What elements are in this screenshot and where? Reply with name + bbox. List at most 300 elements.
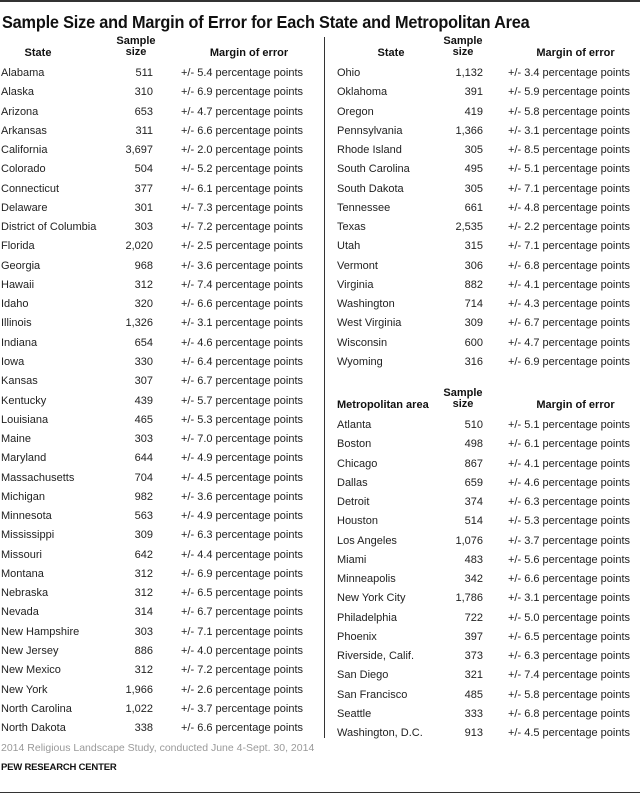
row-sample-size: 644	[134, 452, 153, 465]
row-sample-size: 511	[135, 67, 153, 79]
table-row	[325, 570, 640, 589]
header-metro-area: Metropolitan area	[337, 399, 429, 411]
table-row	[0, 584, 320, 603]
row-margin-of-error: +/- 7.1 percentage points	[508, 240, 630, 253]
row-sample-size: 312	[134, 664, 153, 677]
row-sample-size: 1,786	[455, 592, 483, 605]
row-name: Michigan	[1, 490, 46, 503]
row-name: Nebraska	[1, 587, 49, 600]
row-margin-of-error: +/- 6.7 percentage points	[508, 317, 630, 330]
row-sample-size: 307	[134, 375, 153, 388]
table-row	[0, 430, 320, 449]
table-row	[0, 565, 320, 584]
row-sample-size: 1,966	[125, 683, 153, 696]
page-title: Sample Size and Margin of Error for Each State and Metropolitan Area	[2, 12, 530, 32]
row-name: Atlanta	[337, 419, 372, 431]
row-margin-of-error: +/- 6.1 percentage points	[508, 438, 630, 451]
table-row	[0, 449, 320, 468]
header-sample-line2: size	[125, 46, 147, 58]
row-sample-size: 311	[135, 124, 153, 137]
row-name: Seattle	[337, 707, 372, 720]
row-sample-size: 305	[464, 182, 483, 195]
states-table-left	[0, 36, 320, 738]
row-sample-size: 495	[464, 163, 483, 176]
row-margin-of-error: +/- 8.5 percentage points	[508, 144, 630, 157]
row-margin-of-error: +/- 6.4 percentage points	[181, 355, 303, 368]
row-margin-of-error: +/- 6.7 percentage points	[181, 375, 303, 388]
row-margin-of-error: +/- 6.6 percentage points	[181, 124, 303, 137]
row-margin-of-error: +/- 6.8 percentage points	[508, 707, 630, 720]
row-margin-of-error: +/- 6.6 percentage points	[181, 722, 303, 735]
row-sample-size: 397	[464, 630, 483, 643]
row-sample-size: 982	[134, 490, 153, 503]
row-margin-of-error: +/- 5.0 percentage points	[508, 611, 630, 624]
row-name: Delaware	[1, 201, 48, 214]
row-name: Washington	[337, 298, 395, 311]
row-sample-size: 714	[464, 298, 483, 311]
row-margin-of-error: +/- 5.6 percentage points	[508, 553, 630, 566]
row-margin-of-error: +/- 3.7 percentage points	[508, 534, 630, 547]
row-name: Florida	[1, 240, 35, 253]
row-name: North Dakota	[1, 722, 66, 735]
row-name: Nevada	[1, 606, 39, 619]
table-row	[325, 512, 640, 531]
row-sample-size: 968	[134, 259, 153, 272]
row-name: Alabama	[1, 67, 45, 79]
row-name: Arkansas	[1, 124, 47, 137]
table-row	[325, 64, 640, 83]
table-row	[0, 353, 320, 372]
table-row	[0, 160, 320, 179]
row-name: Rhode Island	[337, 144, 402, 157]
row-name: Washington, D.C.	[337, 727, 423, 740]
row-margin-of-error: +/- 7.1 percentage points	[508, 182, 630, 195]
row-margin-of-error: +/- 3.1 percentage points	[508, 124, 630, 137]
row-name: Mississippi	[1, 529, 55, 542]
row-name: West Virginia	[337, 317, 402, 330]
table-row	[0, 83, 320, 102]
row-margin-of-error: +/- 4.8 percentage points	[508, 201, 630, 214]
table-row	[325, 705, 640, 724]
row-margin-of-error: +/- 4.3 percentage points	[508, 298, 630, 311]
row-margin-of-error: +/- 6.6 percentage points	[181, 298, 303, 311]
row-margin-of-error: +/- 5.3 percentage points	[181, 413, 303, 426]
table-row	[0, 237, 320, 256]
table-row	[325, 180, 640, 199]
row-sample-size: 661	[464, 201, 483, 214]
row-sample-size: 305	[464, 144, 483, 157]
table-row	[325, 103, 640, 122]
table-header	[0, 36, 320, 64]
row-sample-size: 310	[134, 86, 153, 99]
row-sample-size: 1,326	[125, 317, 153, 330]
table-row	[0, 469, 320, 488]
row-sample-size: 303	[134, 221, 153, 234]
row-name: New York	[1, 683, 48, 696]
row-name: Missouri	[1, 548, 42, 561]
row-margin-of-error: +/- 7.3 percentage points	[181, 201, 303, 214]
row-sample-size: 338	[134, 722, 153, 735]
row-sample-size: 377	[134, 182, 153, 195]
row-margin-of-error: +/- 5.2 percentage points	[181, 163, 303, 176]
row-margin-of-error: +/- 3.4 percentage points	[508, 67, 630, 79]
row-name: Connecticut	[1, 182, 60, 195]
row-margin-of-error: +/- 4.9 percentage points	[181, 452, 303, 465]
row-margin-of-error: +/- 6.9 percentage points	[181, 567, 303, 580]
row-name: Maryland	[1, 452, 47, 465]
row-name: Oregon	[337, 105, 374, 118]
table-row	[325, 647, 640, 666]
row-name: Montana	[1, 567, 44, 580]
table-row	[0, 526, 320, 545]
row-sample-size: 312	[134, 567, 153, 580]
row-name: Philadelphia	[337, 611, 397, 624]
table-row	[325, 314, 640, 333]
table-body	[325, 64, 640, 372]
source-note: 2014 Religious Landscape Study, conducted June 4-Sept. 30, 2014	[1, 742, 315, 754]
row-name: San Diego	[337, 669, 389, 682]
row-sample-size: 312	[134, 278, 153, 291]
table-row	[325, 83, 640, 102]
top-rule	[0, 0, 640, 2]
row-margin-of-error: +/- 7.2 percentage points	[181, 664, 303, 677]
row-name: California	[1, 144, 48, 157]
row-name: Ohio	[337, 67, 361, 79]
table-row	[0, 141, 320, 160]
header-sample-line1: Sample	[116, 35, 156, 47]
table-row	[325, 551, 640, 570]
table-row	[325, 353, 640, 372]
header-sample-line1: Sample	[443, 387, 483, 399]
header-sample-size	[442, 36, 484, 58]
table-body	[325, 416, 640, 744]
row-margin-of-error: +/- 5.8 percentage points	[508, 688, 630, 701]
row-margin-of-error: +/- 4.1 percentage points	[508, 457, 630, 470]
table-row	[325, 295, 640, 314]
row-name: Louisiana	[1, 413, 49, 426]
row-margin-of-error: +/- 5.1 percentage points	[508, 419, 630, 431]
table-row	[0, 295, 320, 314]
row-margin-of-error: +/- 3.6 percentage points	[181, 490, 303, 503]
header-sample-size	[115, 36, 157, 58]
table-row	[0, 719, 320, 738]
row-name: Minnesota	[1, 510, 52, 523]
row-margin-of-error: +/- 5.7 percentage points	[181, 394, 303, 407]
row-margin-of-error: +/- 4.7 percentage points	[181, 105, 303, 118]
header-sample-line1: Sample	[443, 35, 483, 47]
row-sample-size: 314	[134, 606, 153, 619]
table-row	[325, 160, 640, 179]
row-name: Utah	[337, 240, 361, 253]
row-sample-size: 483	[464, 553, 483, 566]
row-sample-size: 504	[134, 163, 153, 176]
row-name: Wyoming	[337, 355, 383, 368]
row-margin-of-error: +/- 2.5 percentage points	[181, 240, 303, 253]
header-sample-line2: size	[452, 398, 474, 410]
row-name: District of Columbia	[1, 221, 97, 234]
row-sample-size: 654	[134, 336, 153, 349]
table-row	[0, 103, 320, 122]
row-name: South Carolina	[337, 163, 410, 176]
row-name: Indiana	[1, 336, 38, 349]
row-name: Dallas	[337, 476, 368, 489]
row-sample-size: 315	[464, 240, 483, 253]
row-sample-size: 301	[134, 201, 153, 214]
row-sample-size: 330	[134, 355, 153, 368]
table-row	[0, 180, 320, 199]
row-margin-of-error: +/- 5.1 percentage points	[508, 163, 630, 176]
row-margin-of-error: +/- 4.6 percentage points	[181, 336, 303, 349]
row-margin-of-error: +/- 7.2 percentage points	[181, 221, 303, 234]
row-sample-size: 485	[464, 688, 483, 701]
row-name: North Carolina	[1, 702, 72, 715]
table-header	[325, 36, 640, 64]
row-sample-size: 391	[464, 86, 483, 99]
table-row	[325, 416, 640, 435]
row-name: Los Angeles	[337, 534, 397, 547]
header-state: State	[24, 47, 52, 59]
row-margin-of-error: +/- 4.5 percentage points	[508, 727, 630, 740]
table-row	[325, 334, 640, 353]
row-sample-size: 510	[464, 419, 483, 431]
row-sample-size: 306	[464, 259, 483, 272]
row-name: Texas	[337, 221, 366, 234]
row-margin-of-error: +/- 6.9 percentage points	[181, 86, 303, 99]
table-row	[0, 122, 320, 141]
table-row	[0, 218, 320, 237]
row-margin-of-error: +/- 5.9 percentage points	[508, 86, 630, 99]
row-margin-of-error: +/- 4.9 percentage points	[181, 510, 303, 523]
row-margin-of-error: +/- 7.4 percentage points	[181, 278, 303, 291]
row-name: Phoenix	[337, 630, 377, 643]
row-sample-size: 3,697	[125, 144, 153, 157]
row-name: Iowa	[1, 355, 25, 368]
row-sample-size: 321	[464, 669, 483, 682]
row-sample-size: 2,020	[125, 240, 153, 253]
header-margin-of-error: Margin of error	[536, 399, 615, 411]
row-name: Hawaii	[1, 278, 35, 291]
row-name: Illinois	[1, 317, 32, 330]
brand-credit: PEW RESEARCH CENTER	[1, 762, 117, 773]
table-row	[325, 686, 640, 705]
row-sample-size: 309	[134, 529, 153, 542]
table-header	[325, 386, 640, 416]
bottom-rule	[0, 792, 640, 793]
row-sample-size: 320	[134, 298, 153, 311]
row-name: Massachusetts	[1, 471, 75, 484]
row-sample-size: 1,076	[455, 534, 483, 547]
header-sample-size	[442, 388, 484, 410]
row-sample-size: 653	[134, 105, 153, 118]
table-row	[0, 314, 320, 333]
row-name: Kentucky	[1, 394, 47, 407]
row-margin-of-error: +/- 5.8 percentage points	[508, 105, 630, 118]
row-sample-size: 374	[464, 496, 483, 509]
row-margin-of-error: +/- 4.0 percentage points	[181, 644, 303, 657]
table-row	[325, 532, 640, 551]
table-row	[325, 218, 640, 237]
table-row	[0, 488, 320, 507]
row-sample-size: 1,022	[125, 702, 153, 715]
table-row	[0, 642, 320, 661]
row-sample-size: 309	[464, 317, 483, 330]
row-sample-size: 312	[134, 587, 153, 600]
row-name: Virginia	[337, 278, 374, 291]
row-name: Minneapolis	[337, 573, 396, 586]
row-sample-size: 913	[464, 727, 483, 740]
table-row	[0, 681, 320, 700]
header-sample-line2: size	[452, 46, 474, 58]
row-name: Oklahoma	[337, 86, 388, 99]
row-sample-size: 867	[464, 457, 483, 470]
row-sample-size: 882	[464, 278, 483, 291]
table-row	[0, 392, 320, 411]
row-sample-size: 2,535	[455, 221, 483, 234]
table-row	[325, 257, 640, 276]
row-sample-size: 303	[134, 625, 153, 638]
row-margin-of-error: +/- 2.2 percentage points	[508, 221, 630, 234]
row-sample-size: 563	[134, 510, 153, 523]
row-sample-size: 342	[464, 573, 483, 586]
row-margin-of-error: +/- 4.1 percentage points	[508, 278, 630, 291]
row-sample-size: 419	[464, 105, 483, 118]
row-sample-size: 316	[464, 355, 483, 368]
row-margin-of-error: +/- 6.8 percentage points	[508, 259, 630, 272]
row-margin-of-error: +/- 6.7 percentage points	[181, 606, 303, 619]
row-name: New Jersey	[1, 644, 59, 657]
table-row	[0, 411, 320, 430]
table-row	[325, 474, 640, 493]
row-margin-of-error: +/- 2.6 percentage points	[181, 683, 303, 696]
row-sample-size: 514	[464, 515, 483, 528]
metro-table	[325, 386, 640, 744]
row-sample-size: 439	[134, 394, 153, 407]
row-sample-size: 600	[464, 336, 483, 349]
row-margin-of-error: +/- 3.1 percentage points	[181, 317, 303, 330]
row-name: Houston	[337, 515, 378, 528]
row-margin-of-error: +/- 4.6 percentage points	[508, 476, 630, 489]
row-sample-size: 642	[134, 548, 153, 561]
row-name: Vermont	[337, 259, 378, 272]
header-margin-of-error: Margin of error	[536, 47, 615, 59]
row-margin-of-error: +/- 6.3 percentage points	[508, 650, 630, 663]
row-margin-of-error: +/- 7.0 percentage points	[181, 433, 303, 446]
row-name: Chicago	[337, 457, 378, 470]
header-margin-of-error: Margin of error	[209, 47, 289, 59]
row-sample-size: 333	[464, 707, 483, 720]
row-sample-size: 465	[134, 413, 153, 426]
row-sample-size: 722	[464, 611, 483, 624]
table-row	[0, 372, 320, 391]
row-margin-of-error: +/- 3.7 percentage points	[181, 702, 303, 715]
table-row	[325, 493, 640, 512]
row-name: Detroit	[337, 496, 370, 509]
row-name: New Hampshire	[1, 625, 80, 638]
table-row	[0, 623, 320, 642]
row-margin-of-error: +/- 4.4 percentage points	[181, 548, 303, 561]
table-row	[325, 609, 640, 628]
table-row	[0, 257, 320, 276]
row-name: Boston	[337, 438, 372, 451]
table-row	[325, 122, 640, 141]
row-name: New York City	[337, 592, 406, 605]
row-margin-of-error: +/- 6.9 percentage points	[508, 355, 630, 368]
table-row	[325, 724, 640, 743]
table-row	[0, 64, 320, 83]
row-sample-size: 886	[134, 644, 153, 657]
row-margin-of-error: +/- 3.6 percentage points	[181, 259, 303, 272]
table-row	[325, 666, 640, 685]
table-row	[0, 334, 320, 353]
table-row	[0, 546, 320, 565]
table-row	[0, 700, 320, 719]
row-margin-of-error: +/- 4.7 percentage points	[508, 336, 630, 349]
row-margin-of-error: +/- 2.0 percentage points	[181, 144, 303, 157]
row-sample-size: 303	[134, 433, 153, 446]
row-name: Tennessee	[337, 201, 391, 214]
row-sample-size: 498	[464, 438, 483, 451]
row-name: Pennsylvania	[337, 124, 403, 137]
row-margin-of-error: +/- 5.4 percentage points	[181, 67, 303, 79]
row-name: Arizona	[1, 105, 39, 118]
table-row	[325, 237, 640, 256]
row-sample-size: 1,366	[455, 124, 483, 137]
table-row	[0, 199, 320, 218]
table-row	[0, 661, 320, 680]
row-sample-size: 373	[464, 650, 483, 663]
table-body	[0, 64, 320, 738]
header-state: State	[377, 47, 405, 59]
table-row	[325, 435, 640, 454]
table-row	[0, 276, 320, 295]
row-name: South Dakota	[337, 182, 404, 195]
row-name: Georgia	[1, 259, 41, 272]
table-row	[325, 199, 640, 218]
row-margin-of-error: +/- 5.3 percentage points	[508, 515, 630, 528]
row-name: Kansas	[1, 375, 38, 388]
table-row	[325, 141, 640, 160]
row-name: Idaho	[1, 298, 29, 311]
row-margin-of-error: +/- 7.4 percentage points	[508, 669, 630, 682]
table-row	[325, 455, 640, 474]
row-margin-of-error: +/- 3.1 percentage points	[508, 592, 630, 605]
row-margin-of-error: +/- 7.1 percentage points	[181, 625, 303, 638]
row-name: Wisconsin	[337, 336, 388, 349]
row-name: Miami	[337, 553, 367, 566]
row-name: Riverside, Calif.	[337, 650, 415, 663]
row-sample-size: 659	[464, 476, 483, 489]
row-name: Maine	[1, 433, 31, 446]
row-name: Colorado	[1, 163, 46, 176]
table-row	[0, 507, 320, 526]
row-name: San Francisco	[337, 688, 408, 701]
row-margin-of-error: +/- 6.6 percentage points	[508, 573, 630, 586]
states-table-right	[325, 36, 640, 372]
row-margin-of-error: +/- 6.3 percentage points	[508, 496, 630, 509]
table-row	[0, 603, 320, 622]
row-margin-of-error: +/- 6.3 percentage points	[181, 529, 303, 542]
row-sample-size: 704	[134, 471, 153, 484]
table-row	[325, 589, 640, 608]
row-name: Alaska	[1, 86, 35, 99]
row-margin-of-error: +/- 6.5 percentage points	[181, 587, 303, 600]
row-margin-of-error: +/- 6.1 percentage points	[181, 182, 303, 195]
row-sample-size: 1,132	[455, 67, 483, 79]
row-margin-of-error: +/- 6.5 percentage points	[508, 630, 630, 643]
row-margin-of-error: +/- 4.5 percentage points	[181, 471, 303, 484]
row-name: New Mexico	[1, 664, 61, 677]
table-row	[325, 628, 640, 647]
